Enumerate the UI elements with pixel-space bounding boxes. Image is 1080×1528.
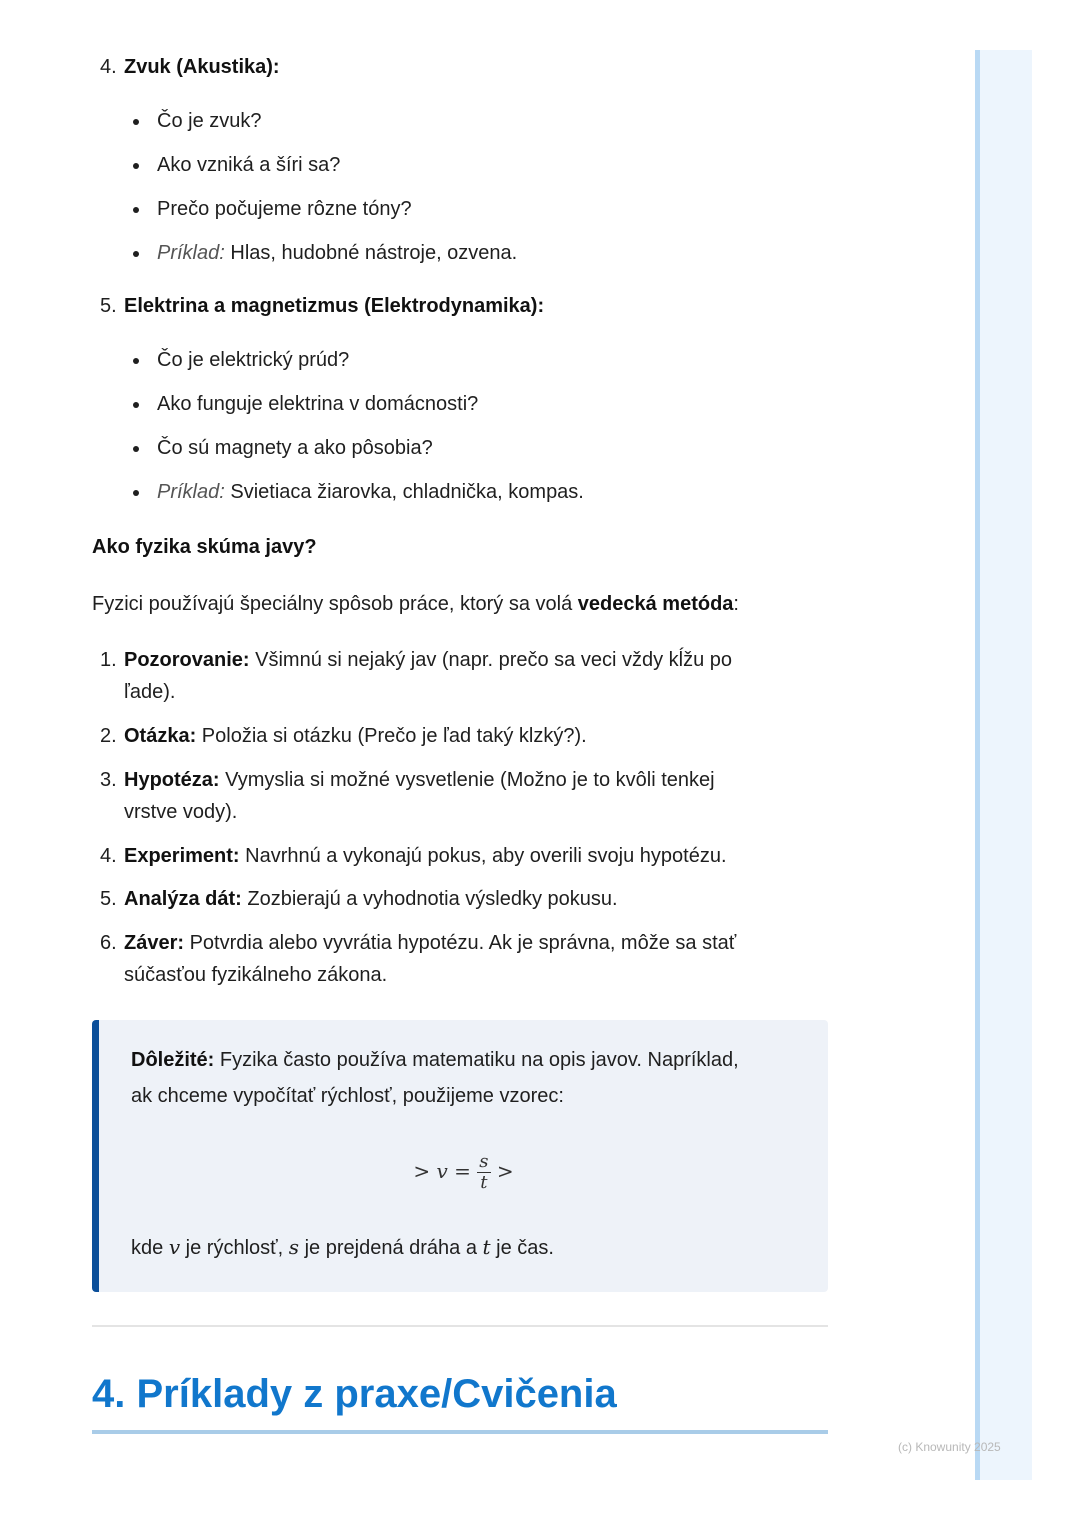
formula-numerator: s [479,1151,489,1172]
heading-underline [92,1430,828,1434]
step-number: 5. [100,888,117,910]
step-number: 2. [100,725,117,747]
formula-denominator: t [480,1172,488,1193]
intro-paragraph [92,588,828,620]
intro-bold: vedecká metóda [577,593,734,615]
step-text: Všimnú si nejaký jav (napr. prečo sa veci vždy kĺžu po [249,649,733,671]
horizontal-divider [92,1325,828,1327]
step-item [92,644,828,708]
example-text: Hlas, hudobné nástroje, ozvena. [224,242,518,264]
list-number: 5. [100,295,117,317]
step-item [92,764,828,828]
list-item-zvuk [92,51,824,83]
step-number: 6. [100,932,117,954]
step-text: súčasťou fyzikálneho zákona. [124,964,388,986]
section-title: Elektrina a magnetizmus (Elektrodynamika): [124,295,545,317]
step-number: 4. [100,845,117,867]
step-item [92,883,828,915]
step-number: 1. [100,649,117,671]
right-sidebar-strip [975,50,1032,1480]
step-item [92,720,828,752]
step-label: Otázka: [124,725,197,747]
step-text: Potvrdia alebo vyvrátia hypotézu. Ak je správna, môže sa stať [184,932,737,954]
bullet-item: Čo sú magnety a ako pôsobia? [92,432,828,464]
section-title: Zvuk (Akustika): [124,56,280,78]
step-text: ľade). [124,681,176,703]
callout-label: Dôležité: [131,1049,215,1071]
bullet-item: Ako funguje elektrina v domácnosti? [92,388,828,420]
formula-explanation [131,1229,796,1266]
step-label: Experiment: [124,845,240,867]
step-text: Zozbierajú a vyhodnotia výsledky pokusu. [241,888,618,910]
bullet-item: Čo je elektrický prúd? [92,344,828,376]
list-item-elektrina [92,290,824,322]
copyright-text: (c) Knowunity 2025 [898,1440,1001,1454]
bullet-item: Čo je zvuk? [92,105,828,137]
example-text: Svietiaca žiarovka, chladnička, kompas. [224,481,584,503]
step-label: Hypotéza: [124,769,220,791]
velocity-formula [131,1152,796,1193]
bullet-item: Ako vzniká a šíri sa? [92,149,828,181]
important-callout [92,1020,828,1292]
expl-text: je rýchlosť, [180,1237,289,1259]
heading-text: Ako fyzika skúma javy? [92,536,317,558]
math-var-t: t [482,1235,491,1259]
step-item [92,840,828,872]
callout-line: Fyzika často používa matematiku na opis javov. Napríklad, [214,1049,739,1071]
bullet-item-example [92,476,828,508]
math-var-s: s [288,1235,300,1259]
intro-end: : [733,593,739,615]
section-heading [92,531,828,563]
bullet-item-example [92,237,828,269]
step-label: Záver: [124,932,185,954]
step-text: Vymyslia si možné vysvetlenie (Možno je to kvôli tenkej [219,769,715,791]
expl-text: kde [131,1237,169,1259]
step-text: Položia si otázku (Prečo je ľad taký klzký?). [196,725,587,747]
bullet-list [92,344,828,508]
bullet-list [92,105,828,269]
step-text: vrstve vody). [124,801,238,823]
callout-line: ak chceme vypočítať rýchlosť, použijeme vzorec: [131,1085,564,1107]
step-label: Pozorovanie: [124,649,250,671]
example-label: Príklad: [157,242,225,264]
step-item [92,927,828,991]
math-var-v: v [168,1235,181,1259]
expl-text: je čas. [490,1237,554,1259]
formula-fraction [477,1152,490,1193]
list-number: 4. [100,56,117,78]
formula-left: > v = [413,1159,471,1183]
example-label: Príklad: [157,481,225,503]
expl-text: je prejdená dráha a [299,1237,483,1259]
step-text: Navrhnú a vykonajú pokus, aby overili svoju hypotézu. [239,845,727,867]
section-heading-h2: 4. Príklady z praxe/Cvičenia [92,1372,617,1416]
step-number: 3. [100,769,117,791]
callout-text [131,1042,796,1114]
formula-right: > [496,1159,514,1183]
bullet-item: Prečo počujeme rôzne tóny? [92,193,828,225]
step-label: Analýza dát: [124,888,242,910]
intro-text: Fyzici používajú špeciálny spôsob práce, ktorý sa volá [92,593,578,615]
